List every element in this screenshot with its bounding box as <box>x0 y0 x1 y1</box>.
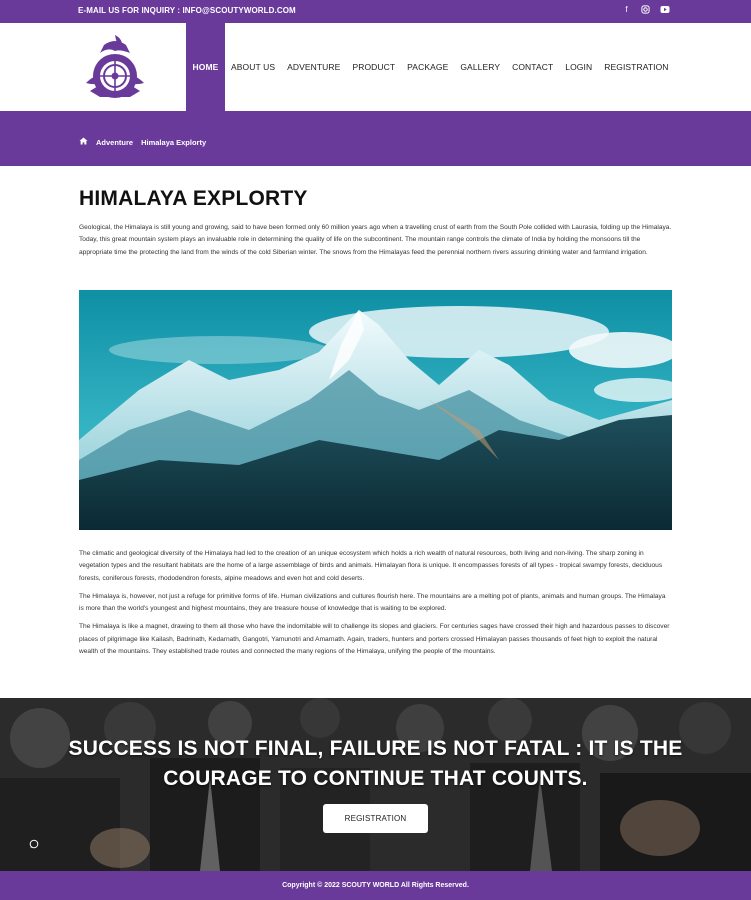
nav-home[interactable]: HOME <box>186 23 225 111</box>
cta-banner <box>0 698 751 871</box>
nav-package[interactable]: PACKAGE <box>407 62 449 72</box>
top-bar <box>0 0 751 23</box>
paragraph-magnet: The Himalaya is like a magnet, drawing to them all those who have the indomitable will to challenge its slopes and glaciers. For centuries sages have crossed their high and hazardous passes to discover places of pilgrimage like Kailash, Badrinath, Kedarnath, Gangotri, Yamunotri and Amarnath. Again, traders, hunters and porters crossed Himalayan passes thousands of feet high to exploit the natural wealth of the mountains. They established trade routes and connected the many regions of the Himalaya, unifying the people of the mountains. <box>79 623 670 656</box>
facebook-icon[interactable]: f <box>625 5 628 14</box>
mountain-image <box>79 290 672 530</box>
cta-quote-line2: COURAGE TO CONTINUE THAT COUNTS. <box>163 767 588 790</box>
nav-login[interactable]: LOGIN <box>565 62 593 72</box>
nav-about-us[interactable]: ABOUT US <box>231 62 276 72</box>
breadcrumb <box>79 137 206 147</box>
paragraph-ecosystem: The climatic and geological diversity of the Himalaya had led to the creation of an unique ecosystem which holds a rich wealth of natural resources, both living and non-living. The sharp zoning in vegetation types and the resultant habitats are the home of a large assemblage of birds and animals. Himalayan flora is unique. It encompasses forests of all types - tropical swampy forests, deciduous forests, coniferous forests, rhododendron forests, alpine meadows and even hot and cold deserts. <box>79 550 663 582</box>
site-header <box>0 23 751 111</box>
home-icon[interactable] <box>79 137 88 147</box>
nav-adventure[interactable]: ADVENTURE <box>287 62 341 72</box>
breadcrumb-current: Himalaya Explorty <box>141 137 207 147</box>
breadcrumb-band <box>0 111 751 166</box>
social-links <box>622 5 669 14</box>
body-text <box>79 548 672 664</box>
nav-contact[interactable]: CONTACT <box>512 62 554 72</box>
nav-product[interactable]: PRODUCT <box>352 62 396 72</box>
paragraph-civilizations: The Himalaya is, however, not just a refuge for primitive forms of life. Human civilizations and cultures flourish here. The mountains are a melting pot of plants, animals and human groups. The Himalaya is more than the world's youngest and highest mountains, they are treasure house of knowledge that is waiting to be explored. <box>79 592 666 613</box>
instagram-icon[interactable] <box>641 5 650 14</box>
cta-quote-line1: SUCCESS IS NOT FINAL, FAILURE IS NOT FATAL : IT IS THE <box>68 737 683 760</box>
nav-registration[interactable]: REGISTRATION <box>604 62 669 72</box>
inquiry-email[interactable]: E-MAIL US FOR INQUIRY : INFO@SCOUTYWORLD.COM <box>78 6 296 15</box>
site-footer <box>0 871 751 900</box>
main-nav <box>186 23 675 111</box>
registration-button[interactable]: REGISTRATION <box>323 804 428 833</box>
main-content <box>79 166 672 656</box>
copyright-text: Copyright © 2022 SCOUTY WORLD All Rights Reserved. <box>282 882 469 889</box>
whatsapp-icon[interactable] <box>29 839 39 849</box>
page-title: HIMALAYA EXPLORTY <box>79 187 308 210</box>
youtube-icon[interactable] <box>660 5 669 14</box>
site-logo[interactable] <box>78 31 152 105</box>
intro-paragraph: Geological, the Himalaya is still young and growing, said to have been formed only 60 million years ago when a travelling crust of earth from the South Pole collided with Laurasia, folding up the Himalaya. Today, this great mountain system plays an invaluable role in determining the quality of life on the subcontinent. The mountain range controls the climate of India by holding the monsoons till the appropriate time the protecting the land from the winds of the cold Siberian winter. The snows from the Himalayas feed the perennial northern rivers assuring drinking water and farmland irrigation. <box>79 224 672 256</box>
nav-gallery[interactable]: GALLERY <box>460 62 501 72</box>
breadcrumb-adventure[interactable]: Adventure <box>96 137 134 147</box>
cta-quote <box>0 734 751 794</box>
